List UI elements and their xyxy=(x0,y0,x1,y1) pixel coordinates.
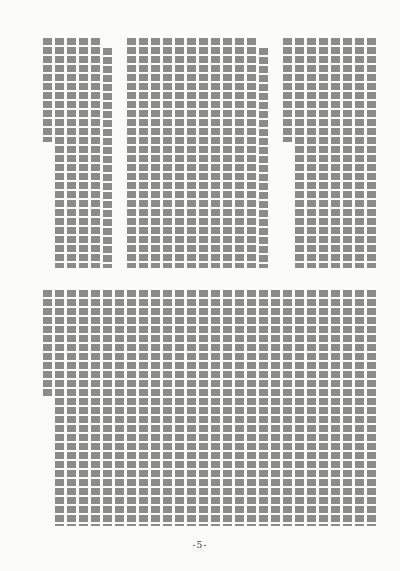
text-line xyxy=(187,38,196,268)
text-line xyxy=(283,290,292,526)
paragraph-break xyxy=(115,38,124,268)
text-line xyxy=(223,290,232,526)
text-line xyxy=(259,290,268,526)
text-line xyxy=(271,290,280,526)
text-line xyxy=(223,38,232,268)
page-number: -5- xyxy=(192,541,208,551)
text-line xyxy=(307,38,316,268)
text-line xyxy=(163,290,172,526)
text-line xyxy=(367,290,376,526)
text-line xyxy=(187,290,196,526)
text-line xyxy=(331,38,340,268)
text-line xyxy=(67,290,76,526)
text-line xyxy=(199,290,208,526)
text-line xyxy=(355,38,364,268)
text-line xyxy=(343,290,352,526)
text-line xyxy=(235,38,244,268)
text-line xyxy=(319,38,328,268)
text-line xyxy=(211,38,220,268)
text-line xyxy=(247,38,256,268)
text-line xyxy=(91,38,100,268)
text-line xyxy=(55,290,64,526)
text-line xyxy=(247,290,256,526)
text-line xyxy=(199,38,208,268)
text-line xyxy=(115,290,124,526)
text-line xyxy=(283,38,292,142)
text-line xyxy=(43,290,52,396)
text-line xyxy=(175,38,184,268)
text-line xyxy=(79,290,88,526)
text-line xyxy=(355,290,364,526)
text-line xyxy=(103,48,112,268)
text-line xyxy=(307,290,316,526)
text-line xyxy=(43,38,52,142)
text-line xyxy=(295,38,304,268)
text-line xyxy=(331,290,340,526)
text-line xyxy=(103,290,112,526)
text-block-lower xyxy=(18,290,376,526)
text-block-upper xyxy=(18,38,376,268)
text-line xyxy=(127,290,136,526)
text-line xyxy=(211,290,220,526)
text-line xyxy=(343,38,352,268)
text-line xyxy=(79,38,88,268)
text-line xyxy=(127,38,136,268)
text-line xyxy=(91,290,100,526)
text-line xyxy=(55,38,64,268)
paragraph-break xyxy=(271,38,280,268)
text-line xyxy=(139,290,148,526)
text-line xyxy=(235,290,244,526)
text-line xyxy=(319,290,328,526)
text-line xyxy=(163,38,172,268)
text-line xyxy=(67,38,76,268)
text-line xyxy=(151,290,160,526)
text-line xyxy=(175,290,184,526)
text-line xyxy=(295,290,304,526)
text-line xyxy=(151,38,160,268)
text-line xyxy=(259,48,268,268)
text-line xyxy=(139,38,148,268)
text-line xyxy=(367,38,376,268)
